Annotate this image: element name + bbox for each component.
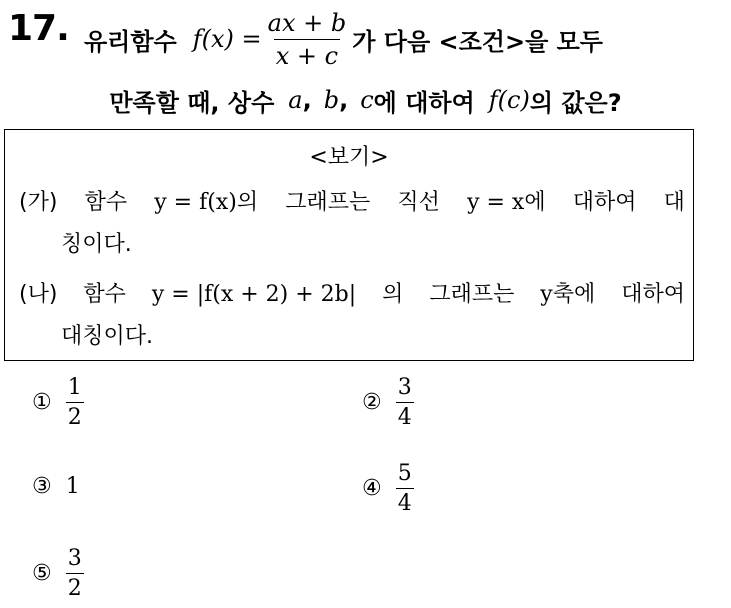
condition-word: y = f(x)의 <box>154 190 259 215</box>
condition-word: 대하여 <box>572 190 637 215</box>
condition-word: 함수 <box>84 190 128 215</box>
condition-word: 의 <box>382 282 404 307</box>
choice-3[interactable] <box>32 474 80 499</box>
question-suffix: 가 다음 <조건>을 모두 <box>352 27 603 56</box>
condition-a-label: (가) <box>19 190 58 215</box>
condition-word: 그래프는 <box>429 282 515 307</box>
choice-denominator: 2 <box>66 573 84 601</box>
choice-value: 1 <box>65 474 80 499</box>
separator: , <box>302 86 312 114</box>
choice-marker: ④ <box>362 476 382 501</box>
choice-1[interactable] <box>32 375 84 430</box>
question-prefix: 유리함수 <box>84 27 177 56</box>
condition-word: 대 <box>663 190 685 215</box>
condition-word: 그래프는 <box>285 190 371 215</box>
fraction-numerator: ax + b <box>267 8 347 37</box>
constant-c: c <box>360 86 374 114</box>
function-expression: f(x) = <box>192 25 262 53</box>
separator: , <box>339 86 349 114</box>
choice-marker: ⑤ <box>32 561 52 586</box>
question-text-b: 에 대하여 <box>373 88 475 117</box>
choice-numerator: 5 <box>397 461 412 486</box>
condition-box <box>4 129 694 361</box>
condition-a-line <box>19 182 685 224</box>
choice-numerator: 1 <box>67 375 82 400</box>
fraction-denominator: x + c <box>274 39 340 70</box>
question-text-a: 만족할 때, 상수 <box>109 88 275 117</box>
choice-fraction <box>66 375 84 430</box>
condition-word: y축에 <box>540 282 596 307</box>
condition-word: y = x에 <box>467 190 546 215</box>
condition-box-title: <보기> <box>309 145 389 170</box>
condition-b-line <box>19 274 685 316</box>
choice-numerator: 3 <box>67 546 82 571</box>
choice-marker: ① <box>32 390 52 415</box>
condition-b-continuation: 대칭이다. <box>61 324 154 349</box>
condition-b-label: (나) <box>19 282 58 307</box>
choice-fraction <box>66 546 84 601</box>
condition-word: 직선 <box>397 190 440 215</box>
condition-a <box>19 182 685 266</box>
choice-fraction <box>396 461 414 516</box>
condition-word: 함수 <box>83 282 126 307</box>
question-line-1 <box>84 6 603 72</box>
constant-a: a <box>288 86 303 114</box>
choice-2[interactable] <box>362 375 414 430</box>
question-number: 17. <box>8 8 69 49</box>
condition-word: y = |f(x + 2) + 2b| <box>151 282 357 307</box>
choice-fraction <box>396 375 414 430</box>
constant-b: b <box>323 86 340 114</box>
choice-marker: ② <box>362 390 382 415</box>
function-fraction <box>266 9 349 70</box>
choice-4[interactable] <box>362 461 414 516</box>
choice-numerator: 3 <box>397 375 412 400</box>
choice-denominator: 4 <box>396 402 414 430</box>
question-text-c: 의 값은? <box>529 88 622 117</box>
condition-b <box>19 274 685 358</box>
choice-denominator: 2 <box>66 402 84 430</box>
fc-expression: f(c) <box>488 86 530 114</box>
choice-marker: ③ <box>32 474 52 499</box>
choice-denominator: 4 <box>396 488 414 516</box>
condition-word: 대하여 <box>621 282 685 307</box>
choice-5[interactable] <box>32 546 84 601</box>
condition-a-continuation: 칭이다. <box>61 232 132 257</box>
question-line-2 <box>0 78 731 122</box>
